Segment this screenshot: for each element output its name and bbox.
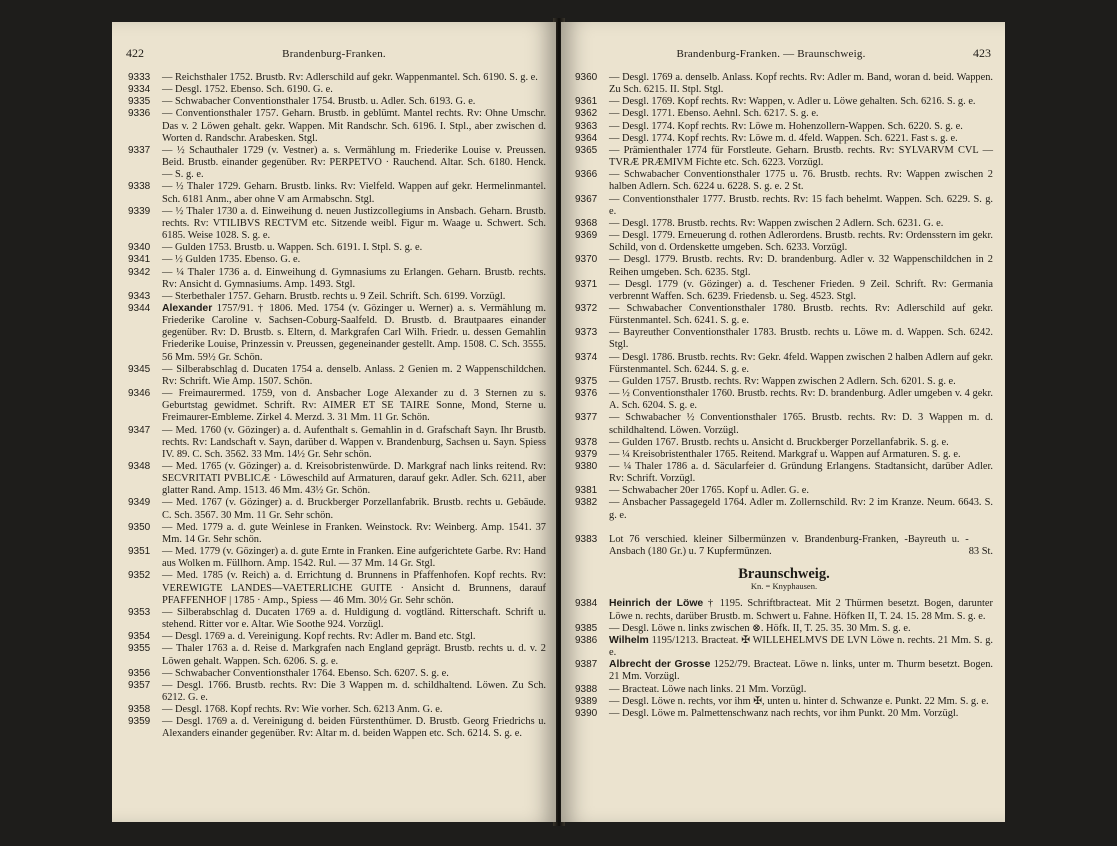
catalog-entry: [128, 388, 546, 424]
catalog-entry: [575, 145, 993, 169]
entry-number: 9341: [128, 254, 151, 266]
entry-text: [609, 437, 993, 449]
entry-number: 9346: [128, 388, 151, 400]
entry-text: [162, 643, 546, 667]
catalog-entry: [128, 303, 546, 364]
entry-number: 9366: [575, 169, 598, 181]
entry-text: [162, 206, 546, 242]
entry-ruler-name: Wilhelm: [609, 634, 649, 646]
catalog-entry: [575, 303, 993, 327]
catalog-entry: [575, 388, 993, 412]
entry-text: [609, 121, 993, 133]
catalog-entry: [575, 230, 993, 254]
entry-description: — Schwabacher 20er 1765. Kopf u. Adler. G. e.: [609, 485, 809, 497]
entry-number: 9389: [575, 695, 598, 707]
entry-description: 1757/91. † 1806. Med. 1754 (v. Gözinger u. Werner) a. s. Vermählung m. Friederike Caroline v. Sachsen-Coburg-Saalfeld. D. Brustb. d. Brautpaares einander gegenüber. Rv: D. Brustb. s. Eltern, d. Markgrafen Carl Wilh. Friedr. u. dessen Gemahlin Friederike Louise, Prinzessin v. Preussen, gegeneinander gestellt. Amp. 1508. C. Sch. 3555. 56 Mm. 59½ Gr. Schön.: [162, 302, 546, 363]
catalog-entry: [128, 96, 546, 108]
entry-text: [609, 635, 993, 659]
entry-text: [162, 680, 546, 704]
catalog-entry: [575, 497, 993, 521]
catalog-entry: [128, 108, 546, 144]
entry-description: — Med. 1765 (v. Gözinger) a. d. Kreisobristenwürde. D. Markgraf nach links reitend. Rv: SECVRITATI PVBLICÆ · Löweschild auf Armaturen, darauf gekr. Adler. Sch. 6211, aber glatter Rand. Amp. 1513. 46 Mm. 43½ Gr. Schön.: [162, 461, 546, 497]
entry-text: [162, 254, 546, 266]
entry-number: 9350: [128, 521, 151, 533]
entry-description: — Schwabacher Conventionsthaler 1775 u. 76. Brustb. rechts. Rv: Wappen zwischen 2 halben Adlern. Sch. 6224 u. 6228. S. g. e. 2 St.: [609, 169, 993, 193]
entry-number: 9384: [575, 598, 598, 610]
entry-number: 9351: [128, 546, 151, 558]
catalog-entry: [575, 684, 993, 696]
catalog-entry: [575, 449, 993, 461]
entry-description: — Desgl. 1766. Brustb. rechts. Rv: Die 3 Wappen m. d. schildhaltend. Löwen. Zu Sch. 6212. G. e.: [162, 679, 546, 703]
catalog-entry: [575, 708, 993, 720]
entry-number: 9365: [575, 144, 598, 156]
spacer: [575, 522, 993, 534]
entry-text: [162, 461, 546, 497]
entry-description: — Desgl. 1769 a. d. Vereinigung. Kopf rechts. Rv: Adler m. Band etc. Stgl.: [162, 631, 476, 643]
entry-number: 9356: [128, 667, 151, 679]
entry-text: [609, 696, 993, 708]
entry-description: — Conventionsthaler 1777. Brustb. rechts. Rv: 15 fach behelmt. Wappen. Sch. 6229. S. g. e.: [609, 193, 993, 217]
entry-text: [162, 546, 546, 570]
entry-number: 9360: [575, 72, 598, 83]
entry-number: 9387: [575, 659, 598, 671]
entry-text: [609, 376, 993, 388]
entry-number: 9386: [575, 634, 598, 646]
entry-text: [609, 230, 993, 254]
entry-description: — Sterbethaler 1757. Geharn. Brustb. rechts u. 9 Zeil. Schrift. Sch. 6199. Vorzügl.: [162, 290, 506, 302]
entry-description: — Desgl. 1771. Ebenso. Aehnl. Sch. 6217. S. g. e.: [609, 108, 819, 120]
entry-number: 9357: [128, 679, 151, 691]
entry-number: 9344: [128, 302, 151, 314]
catalog-entry: [575, 623, 993, 635]
braunschweig-entries-list: [575, 598, 993, 720]
right-page-number: 423: [973, 46, 991, 60]
catalog-entry: [128, 716, 546, 740]
entry-number: 9333: [128, 72, 151, 83]
entry-description: — Conventionsthaler 1757. Geharn. Brustb. in geblümt. Mantel rechts. Rv: Ohne Umschr. Das v. 2 Löwen gehalt. gekr. Wappen. Mit Randschr. Sch. 6196. I. Stpl., aber zwischen d. Worten d. Randschr. Arabesken. Stgl.: [162, 108, 546, 144]
catalog-entry: [128, 181, 546, 205]
entry-number: 9334: [128, 84, 151, 96]
catalog-entry: [575, 327, 993, 351]
entry-description: — Bracteat. Löwe nach links. 21 Mm. Vorzügl.: [609, 683, 807, 695]
catalog-entry: [128, 522, 546, 546]
entry-description: — ½ Thaler 1729. Geharn. Brustb. links. Rv: Vielfeld. Wappen auf gekr. Hermelinmantel. Sch. 6181 Anm., aber ohne V am Armabschn. Stgl.: [162, 181, 546, 205]
catalog-entry: [128, 72, 546, 84]
entry-text: [162, 425, 546, 461]
catalog-entry: [575, 279, 993, 303]
catalog-entry: [128, 291, 546, 303]
entry-description: — Desgl. 1752. Ebenso. Sch. 6190. G. e.: [162, 84, 333, 96]
entry-number: 9342: [128, 266, 151, 278]
right-entries-list: [575, 72, 993, 522]
entry-description: — Desgl. Löwe n. links zwischen ⊗. Höfk. II, T. 25. 35. 30 Mm. S. g. e.: [609, 622, 911, 634]
entry-text: [609, 388, 993, 412]
entry-description: — Desgl. 1779 (v. Gözinger) a. d. Teschener Frieden. 9 Zeil. Schrift. Rv: Germania verbrennt Waffen. Sch. 6239. Friedensb. u. Seg. 4523. Stgl.: [609, 278, 993, 302]
entry-number: 9390: [575, 707, 598, 719]
entry-number: 9337: [128, 144, 151, 156]
catalog-entry: [128, 704, 546, 716]
entry-text: [609, 279, 993, 303]
entry-number: 9380: [575, 461, 598, 472]
entry-text: [609, 623, 993, 635]
right-page: [561, 22, 1005, 822]
entry-text: [609, 659, 993, 683]
entry-text: [609, 133, 993, 145]
entry-description: † 1195. Schriftbracteat. Mit 2 Thürmen besetzt. Bogen, darunter Löwe n. rechts, darüber Brustb. m. Schwert u. Fahne. Höfken II, T. 24. 15. 28 Mm. S. g. e.: [609, 598, 993, 622]
entry-text: [609, 708, 993, 720]
entry-number: 9369: [575, 230, 598, 242]
entry-text: [162, 181, 546, 205]
entry-description: — Med. 1779 a. d. gute Weinlese in Franken. Weinstock. Rv: Weinberg. Amp. 1541. 37 Mm. 14 Gr. Sehr schön.: [162, 521, 546, 545]
entry-text: [162, 108, 546, 144]
entry-number: 9349: [128, 497, 151, 509]
entry-number: 9335: [128, 96, 151, 108]
entry-text: [162, 96, 546, 108]
entry-number: 9382: [575, 497, 598, 509]
entry-number: 9361: [575, 96, 598, 108]
entry-description: — Med. 1767 (v. Gözinger) a. d. Bruckberger Porzellanfabrik. Brustb. rechts u. Gebäude. C. Sch. 3567. 30 Mm. 11 Gr. Sehr schön.: [162, 497, 546, 521]
catalog-entry: [575, 696, 993, 708]
entry-text: [609, 218, 993, 230]
catalog-entry: [575, 461, 993, 485]
entry-description: — Med. 1760 (v. Gözinger) a. d. Aufenthalt s. Gemahlin in d. Grafschaft Sayn. Ihr Brustb. rechts. Rv: Landschaft v. Sayn, darüber d. Wappen v. Brandenburg, Sachsen u. Sayn. Spiess IV. 89. C. Sch. 3562. 33 Mm. 14½ Gr. Sehr schön.: [162, 424, 546, 460]
entry-number: 9375: [575, 375, 598, 387]
entry-number: 9348: [128, 461, 151, 472]
lot-amount: 83 St.: [968, 545, 993, 557]
entry-description: — ½ Gulden 1735. Ebenso. G. e.: [162, 254, 301, 266]
entry-number: 9373: [575, 327, 598, 339]
entry-number: 9371: [575, 278, 598, 290]
catalog-entry: [575, 635, 993, 659]
entry-number: 9358: [128, 704, 151, 716]
catalog-entry: [575, 412, 993, 436]
entry-description: — ¼ Thaler 1736 a. d. Einweihung d. Gymnasiums zu Erlangen. Geharn. Brustb. rechts. Rv: Ansicht d. Gymnasiums. Amp. 1493. Stgl.: [162, 266, 546, 290]
entry-text: [609, 485, 993, 497]
entry-text: [609, 352, 993, 376]
entry-description: — Desgl. 1769. Kopf rechts. Rv: Wappen, v. Adler u. Löwe gehalten. Sch. 6216. S. g. e.: [609, 96, 976, 108]
entry-number: 9381: [575, 485, 598, 497]
entry-number: 9347: [128, 424, 151, 436]
entry-text: [609, 412, 993, 436]
entry-number: 9388: [575, 683, 598, 695]
entry-description: — Desgl. Löwe m. Palmettenschwanz nach rechts, vor ihm Punkt. 20 Mm. Vorzügl.: [609, 707, 959, 719]
entry-description: — ½ Schauthaler 1729 (v. Vestner) a. s. Vermählung m. Friederike Louise v. Preussen. Beid. Brustb. einander gegenüber. Rv: PERPETVO · Rauchend. Altar. Sch. 6180. Henck. — S. g. e.: [162, 144, 546, 181]
entry-description: — Desgl. 1769 a. d. Vereinigung d. beiden Fürstenthümer. D. Brustb. Georg Friedrichs u. Alexanders einander gegenüber. Rv: Altar m. d. beiden Wappen etc. Sch. 6214. S. g. e.: [162, 716, 546, 740]
entry-number: 9364: [575, 132, 598, 144]
entry-text: [162, 570, 546, 606]
entry-ruler-name: Albrecht der Grosse: [609, 659, 711, 671]
entry-number: 9367: [575, 193, 598, 205]
entry-number: 9338: [128, 181, 151, 193]
catalog-entry: [128, 242, 546, 254]
entry-number: 9340: [128, 242, 151, 254]
entry-description: — Gulden 1767. Brustb. rechts u. Ansicht d. Bruckberger Porzellanfabrik. S. g. e.: [609, 436, 949, 448]
entry-description: — Bayreuther Conventionsthaler 1783. Brustb. rechts u. Löwe m. d. Wappen. Sch. 6242. Stgl.: [609, 327, 993, 351]
entry-description: — Reichsthaler 1752. Brustb. Rv: Adlerschild auf gekr. Wappenmantel. Sch. 6190. S. g. e.: [162, 72, 538, 83]
catalog-entry: [575, 121, 993, 133]
catalog-entry: [575, 108, 993, 120]
entry-ruler-name: Heinrich der Löwe: [609, 598, 704, 610]
entry-text: [162, 607, 546, 631]
entry-description: — Freimaurermed. 1759, von d. Ansbacher Loge Alexander zu d. 3 Sternen zu s. Geburtstag gewidmet. Schrift. Rv: AIMER ET SE TAIRE Sonne, Mond, Sterne u. Freimaurer-Embleme. Zirkel 4. Merzd. 3. 31 Mm. 11 Gr. Schön.: [162, 388, 546, 424]
entry-description: — Ansbacher Passagegeld 1764. Adler m. Zollernschild. Rv: 2 im Kranze. Neum. 6643. S. g. e.: [609, 497, 993, 521]
catalog-entry: [128, 668, 546, 680]
catalog-entry: [575, 218, 993, 230]
catalog-entry: [128, 643, 546, 667]
catalog-entry: [128, 546, 546, 570]
entry-number: 9378: [575, 436, 598, 448]
catalog-entry: [575, 72, 993, 96]
entry-text: [609, 96, 993, 108]
left-entries-list: [128, 72, 546, 741]
section-subtitle: Kn. = Knyphausen.: [750, 581, 818, 592]
entry-description: — Schwabacher ½ Conventionsthaler 1765. Brustb. rechts. Rv: D. 3 Wappen m. d. schildhaltend. Löwen. Vorzügl.: [609, 412, 993, 436]
entry-number: 9354: [128, 631, 151, 643]
entry-text: [609, 461, 993, 485]
entry-text: [162, 631, 546, 643]
entry-number: 9372: [575, 302, 598, 314]
left-page: [112, 22, 556, 822]
entry-number: 9379: [575, 448, 598, 460]
entry-description: — Med. 1785 (v. Reich) a. d. Errichtung d. Brunnens in Pfaffenhofen. Kopf rechts. Rv: VEREWIGTE LANDES—VAETERLICHE GUITE · Ansicht d. Brunnens, darauf PFAFFENHOF | 1785 · Amp., Spiess — 46 Mm. 30½ Gr. Sehr schön.: [162, 570, 546, 606]
entry-description: — Desgl. 1774. Kopf rechts. Rv: Löwe m. Hohenzollern-Wappen. Sch. 6220. S. g. e.: [609, 120, 963, 132]
entry-text: [162, 364, 546, 388]
entry-description: — Desgl. 1769 a. denselb. Anlass. Kopf rechts. Rv: Adler m. Band, woran d. beid. Wappen. Zu Sch. 6215. II. Stpl. Stgl.: [609, 72, 993, 96]
entry-description: — ½ Conventionsthaler 1760. Brustb. rechts. Rv: D. brandenburg. Adler umgeben v. 4 gekr. A. Sch. 6204. S. g. e.: [609, 388, 993, 412]
entry-number: 9383: [575, 533, 598, 545]
entry-description: 1195/1213. Bracteat. ✠ WILLEHELMVS DE LVN Löwe n. rechts. 21 Mm. S. g. e.: [609, 634, 993, 659]
entry-description: — Desgl. 1778. Brustb. rechts. Rv: Wappen zwischen 2 Adlern. Sch. 6231. G. e.: [609, 217, 944, 229]
catalog-entry: [575, 133, 993, 145]
entry-text: [609, 72, 993, 96]
entry-number: 9362: [575, 108, 598, 120]
entry-number: 9339: [128, 205, 151, 217]
entry-description: — Silberabschlag d. Ducaten 1754 a. denselb. Anlass. 2 Genien m. 2 Wappenschildchen. Rv: Schrift. Wie Amp. 1507. Schön.: [162, 363, 546, 387]
entry-text: [609, 327, 993, 351]
catalog-entry: [575, 169, 993, 193]
catalog-entry: [128, 680, 546, 704]
entry-text: [162, 303, 546, 364]
entry-description: — Gulden 1757. Brustb. rechts. Rv: Wappen zwischen 2 Adlern. Sch. 6201. S. g. e.: [609, 375, 956, 387]
entry-text: [162, 145, 546, 181]
entry-description: 1252/79. Bracteat. Löwe n. links, unter m. Thurm besetzt. Bogen. 21 Mm. Vorzügl.: [609, 659, 993, 683]
entry-number: 9385: [575, 622, 598, 634]
catalog-entry: [575, 437, 993, 449]
entry-text: [609, 684, 993, 696]
catalog-entry: [128, 570, 546, 606]
entry-number: 9336: [128, 108, 151, 120]
entry-description: — Thaler 1763 a. d. Reise d. Markgrafen nach England geprägt. Brustb. rechts u. d. v. 2 Löwen gehalt. Wappen. Sch. 6206. S. g. e.: [162, 643, 546, 667]
entry-description: — ¼ Thaler 1786 a. d. Säcularfeier d. Gründung Erlangens. Stadtansicht, darüber Adler. Rv: Schrift. Vorzügl.: [609, 461, 993, 485]
catalog-entry: [128, 206, 546, 242]
entry-description: — Med. 1779 (v. Gözinger) a. d. gute Ernte in Franken. Eine aufgerichtete Garbe. Rv: Hand aus Wolken m. Füllhorn. Amp. 1542. Rul. — 37 Mm. 14 Gr. Stgl.: [162, 546, 546, 570]
entry-text: [162, 291, 546, 303]
entry-number: 9374: [575, 351, 598, 363]
entry-text: [609, 254, 993, 278]
entry-text: [162, 388, 546, 424]
entry-text: [162, 522, 546, 546]
catalog-entry: [128, 461, 546, 497]
entry-text: [609, 169, 993, 193]
entry-number: 9353: [128, 606, 151, 618]
entry-text: [162, 84, 546, 96]
catalog-entry: [128, 364, 546, 388]
entry-ruler-name: Alexander: [162, 302, 213, 314]
catalog-entry: [575, 254, 993, 278]
catalog-entry: [128, 145, 546, 181]
entry-number: 9377: [575, 412, 598, 424]
entry-description: — Schwabacher Conventionsthaler 1764. Ebenso. Sch. 6207. S. g. e.: [162, 667, 449, 679]
entry-text: [162, 668, 546, 680]
entry-description: — Schwabacher Conventionsthaler 1780. Brustb. rechts. Rv: Adlerschild auf gekr. Fürstenmantel. Sch. 6241. S. g. e.: [609, 302, 993, 327]
catalog-entry: [575, 598, 993, 622]
catalog-entry: [128, 84, 546, 96]
entry-number: 9376: [575, 388, 598, 400]
entry-description: — Desgl. 1786. Brustb. rechts. Rv: Gekr. 4feld. Wappen zwischen 2 halben Adlern auf gekr. Fürstenmantel. Sch. 6244. S. g. e.: [609, 351, 993, 375]
entry-description: — Desgl. 1779. Erneuerung d. rothen Adlerordens. Brustb. rechts. Rv: Ordensstern im gekr. Schild, von d. Ordenskette umgeben. Sch. 6233. Vorzügl.: [609, 230, 993, 254]
left-page-header: Brandenburg-Franken.: [282, 48, 386, 60]
section-title: Braunschweig.: [738, 566, 830, 583]
catalog-entry: [575, 376, 993, 388]
right-page-header: Brandenburg-Franken. — Braunschweig.: [676, 48, 866, 60]
right-entries-container: [575, 72, 993, 720]
entry-text: [162, 716, 546, 740]
catalog-entry: [575, 96, 993, 108]
entry-text: [162, 242, 546, 254]
lot-entry: [575, 534, 993, 558]
entry-text: [162, 72, 546, 84]
catalog-entry: [128, 254, 546, 266]
entry-description: — Prämienthaler 1774 für Forstleute. Geharn. Brustb. rechts. Rv: SYLVARVM CVL — TVRÆ PRÆMIVM Fichte etc. Sch. 6223. Vorzügl.: [609, 144, 993, 169]
catalog-entry: [128, 425, 546, 461]
catalog-entry: [575, 659, 993, 683]
entry-text: [609, 497, 993, 521]
entry-description: — Gulden 1753. Brustb. u. Wappen. Sch. 6191. I. Stpl. S. g. e.: [162, 242, 423, 254]
entry-description: — Desgl. 1768. Kopf rechts. Rv: Wie vorher. Sch. 6213 Anm. G. e.: [162, 704, 443, 716]
entry-description: — Schwabacher Conventionsthaler 1754. Brustb. u. Adler. Sch. 6193. G. e.: [162, 96, 476, 108]
entry-text: [609, 194, 993, 218]
catalog-entry: [128, 607, 546, 631]
left-page-number: 422: [126, 46, 144, 60]
catalog-entry: [575, 485, 993, 497]
entry-number: 9345: [128, 363, 151, 375]
entry-number: 9343: [128, 290, 151, 302]
entry-text: [162, 497, 546, 521]
catalog-entry: [128, 497, 546, 521]
entry-number: 9355: [128, 643, 151, 655]
catalog-entry: [575, 352, 993, 376]
entry-text: [162, 267, 546, 291]
entry-number: 9370: [575, 254, 598, 266]
entry-description: — Desgl. 1774. Kopf rechts. Rv: Löwe m. d. 4feld. Wappen. Sch. 6221. Fast s. g. e.: [609, 132, 958, 144]
catalog-entry: [575, 194, 993, 218]
entry-text: Lot 76 verschied. kleiner Silbermünzen v. Brandenburg-Franken, -Bayreuth u. -Ansbach (180 Gr.) u. 7 Kupfermünzen.: [609, 533, 969, 557]
entry-description: — Desgl. 1779. Brustb. rechts. Rv: D. brandenburg. Adler v. 32 Wappenschildchen in 2 Reihen umgeben. Sch. 6235. Stgl.: [609, 254, 993, 278]
entry-number: 9363: [575, 120, 598, 132]
entry-text: [609, 108, 993, 120]
entry-number: 9359: [128, 716, 151, 728]
entry-description: — ¼ Kreisobristenthaler 1765. Reitend. Markgraf u. Wappen auf Armaturen. S. g. e.: [609, 448, 961, 460]
entry-text: [609, 449, 993, 461]
entry-description: — Silberabschlag d. Ducaten 1769 a. d. Huldigung d. vogtländ. Ritterschaft. Schrift u. stehend. Ritter vor e. Altar. Wie Soothe 924. Vorzügl.: [162, 606, 546, 631]
entry-number: 9352: [128, 570, 151, 582]
entry-number: 9368: [575, 217, 598, 229]
catalog-entry: [128, 267, 546, 291]
entry-text: [162, 704, 546, 716]
entry-text: [609, 598, 993, 622]
entry-description: — Desgl. Löwe n. rechts, vor ihm ✠, unten u. hinter d. Schwanze e. Punkt. 22 Mm. S. g. e.: [609, 695, 989, 707]
entry-description: — ½ Thaler 1730 a. d. Einweihung d. neuen Justizcollegiums in Ansbach. Geharn. Brustb. rechts. Rv: VTILIBVS RECTVM etc. Sitzende weibl. Figur m. Waage u. Schwert. Sch. 6185. Weise 1028. S. g. e.: [162, 205, 546, 242]
entry-text: [609, 303, 993, 327]
catalog-entry: [128, 631, 546, 643]
entry-text: [609, 145, 993, 169]
